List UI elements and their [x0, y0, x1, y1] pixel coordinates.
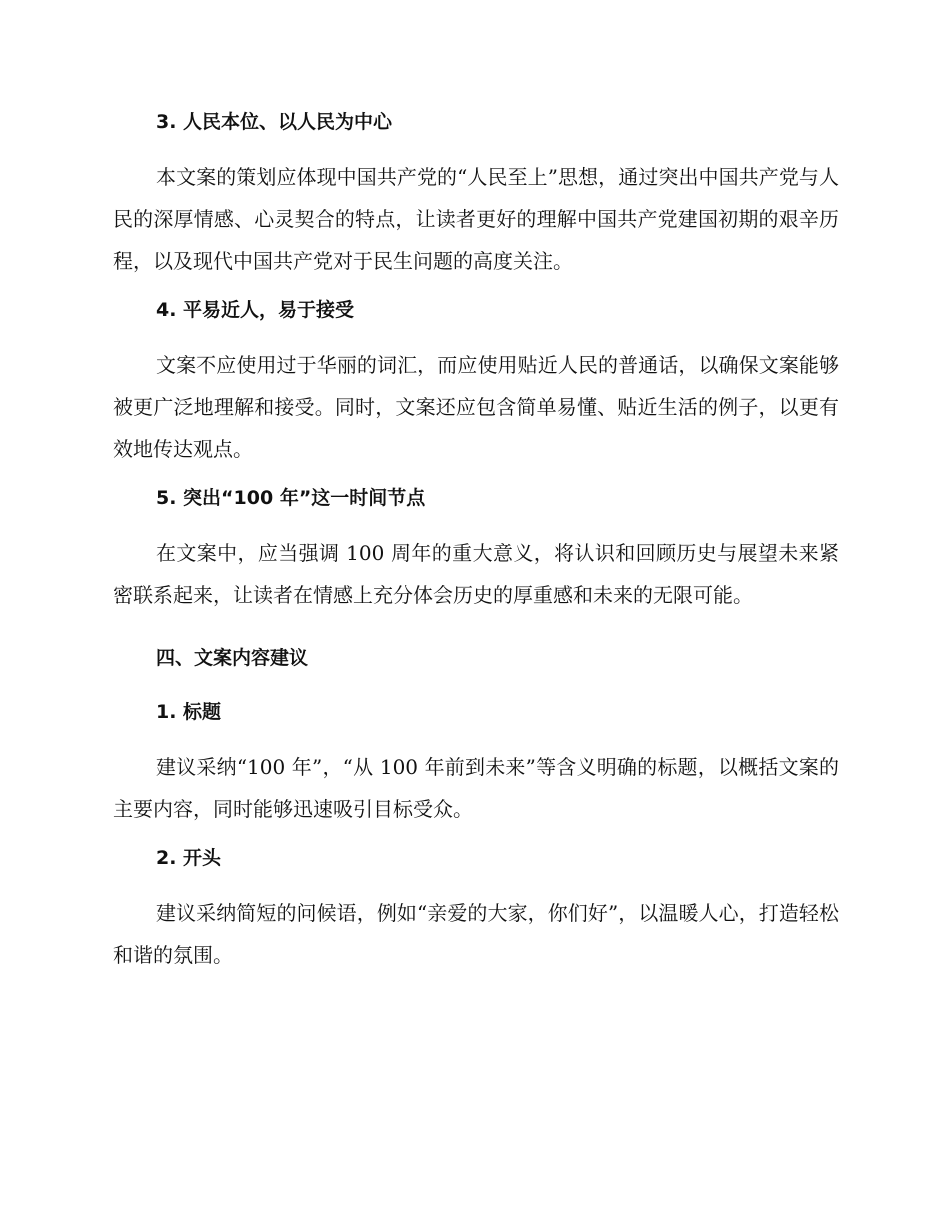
document-page: [113, 108, 839, 976]
section-heading-5: 5. 突出“100 年”这一时间节点: [156, 487, 426, 509]
section-paragraph-3: 本文案的策划应体现中国共产党的“人民至上”思想，通过突出中国共产党与人民的深厚情感、心灵契合的特点，让读者更好的理解中国共产党建国初期的艰辛历程，以及现代中国共产党对于民生问题的高度关注。: [113, 165, 839, 273]
section-paragraph-5: 在文案中，应当强调 100 周年的重大意义，将认识和回顾历史与展望未来紧密联系起来，让读者在情感上充分体会历史的厚重感和未来的无限可能。: [113, 541, 839, 607]
section-paragraph-4: 文案不应使用过于华丽的词汇，而应使用贴近人民的普通话，以确保文案能够被更广泛地理解和接受。同时，文案还应包含简单易懂、贴近生活的例子，以更有效地传达观点。: [113, 353, 839, 461]
section-heading-title: 1. 标题: [156, 701, 222, 723]
section-paragraph-opening: 建议采纳简短的问候语，例如“亲爱的大家，你们好”，以温暖人心，打造轻松和谐的氛围。: [113, 901, 839, 967]
section-heading-opening: 2. 开头: [156, 847, 222, 869]
section-paragraph-title: 建议采纳“100 年”，“从 100 年前到未来”等含义明确的标题，以概括文案的主要内容，同时能够迅速吸引目标受众。: [113, 755, 839, 821]
section-heading-3: 3. 人民本位、以人民为中心: [156, 111, 393, 133]
chapter-heading-4: 四、文案内容建议: [156, 647, 309, 669]
section-heading-4: 4. 平易近人，易于接受: [156, 299, 355, 321]
